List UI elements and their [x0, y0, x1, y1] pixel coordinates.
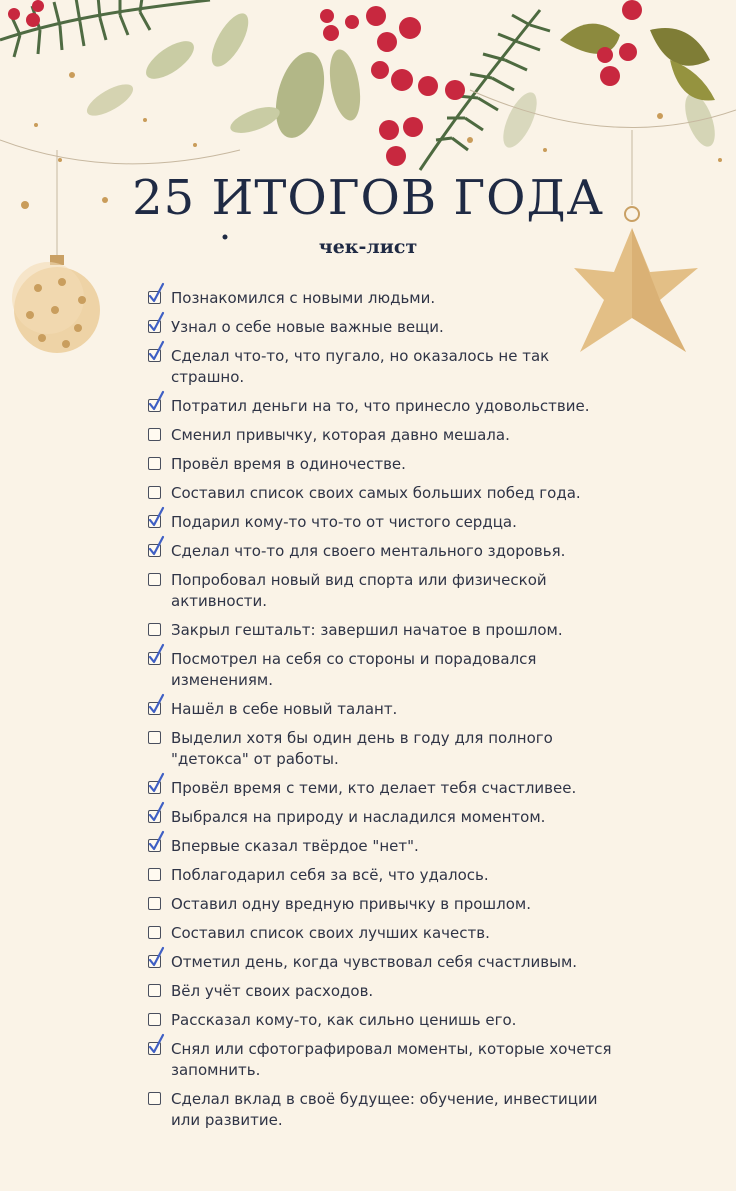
checklist-item-label: Посмотрел на себя со стороны и порадовался изменениям.: [171, 650, 537, 689]
ornament-ball: [12, 255, 100, 353]
checklist-item: [146, 620, 616, 641]
checkbox-unchecked[interactable]: [148, 868, 161, 881]
checklist-item: [146, 865, 616, 886]
checklist-item: [146, 396, 616, 417]
checklist-item: [146, 699, 616, 720]
checklist-item: [146, 1039, 616, 1081]
checklist: [146, 288, 616, 1139]
checkbox-unchecked[interactable]: [148, 486, 161, 499]
red-berries: [8, 0, 642, 166]
checkmark-icon: [148, 536, 164, 558]
checklist-item-label: Оставил одну вредную привычку в прошлом.: [171, 895, 531, 913]
checklist-item: [146, 317, 616, 338]
checkbox-unchecked[interactable]: [148, 1092, 161, 1105]
checklist-item-label: Отметил день, когда чувствовал себя счастливым.: [171, 953, 578, 971]
checklist-item-label: Составил список своих лучших качеств.: [171, 924, 490, 942]
checkbox-unchecked[interactable]: [148, 623, 161, 636]
checkbox-unchecked[interactable]: [148, 1013, 161, 1026]
checklist-item: [146, 454, 616, 475]
checkbox-unchecked[interactable]: [148, 984, 161, 997]
checklist-item: [146, 425, 616, 446]
checkbox-unchecked[interactable]: [148, 457, 161, 470]
page-subtitle: чек-лист: [318, 236, 418, 258]
checklist-item-label: Провёл время в одиночестве.: [171, 455, 406, 473]
checkmark-icon: [148, 312, 164, 334]
pine-branch-left: [0, 0, 210, 57]
checkbox-unchecked[interactable]: [148, 573, 161, 586]
checklist-item-label: Потратил деньги на то, что принесло удовольствие.: [171, 397, 590, 415]
checklist-item-label: Поблагодарил себя за всё, что удалось.: [171, 866, 489, 884]
checkmark-icon: [148, 1034, 164, 1056]
checklist-item: [146, 778, 616, 799]
checklist-item: [146, 894, 616, 915]
checklist-item: [146, 1010, 616, 1031]
checklist-item-label: Снял или сфотографировал моменты, которые хочется запомнить.: [171, 1040, 612, 1079]
checkmark-icon: [148, 644, 164, 666]
checkmark-icon: [148, 802, 164, 824]
checklist-item-label: Выбрался на природу и насладился моментом.: [171, 808, 546, 826]
checklist-item: [146, 807, 616, 828]
checklist-item-label: Вёл учёт своих расходов.: [171, 982, 374, 1000]
checklist-item-label: Подарил кому-то что-то от чистого сердца.: [171, 513, 517, 531]
checklist-item: [146, 981, 616, 1002]
checklist-item: [146, 1089, 616, 1131]
checklist-item-label: Сменил привычку, которая давно мешала.: [171, 426, 510, 444]
eucalyptus-leaves: [82, 8, 720, 152]
checklist-item: [146, 541, 616, 562]
checkmark-icon: [148, 341, 164, 363]
checkmark-icon: [148, 773, 164, 795]
checkmark-icon: [148, 391, 164, 413]
checklist-item: [146, 288, 616, 309]
checklist-item: [146, 649, 616, 691]
checklist-item: [146, 836, 616, 857]
checkbox-unchecked[interactable]: [148, 926, 161, 939]
checklist-item: [146, 570, 616, 612]
checkbox-unchecked[interactable]: [148, 897, 161, 910]
checkbox-unchecked[interactable]: [148, 731, 161, 744]
holly-leaves: [560, 24, 715, 101]
pine-branch-center: [420, 10, 550, 170]
checklist-item-label: Рассказал кому-то, как сильно ценишь его.: [171, 1011, 517, 1029]
checkmark-icon: [148, 507, 164, 529]
checklist-item-label: Впервые сказал твёрдое "нет".: [171, 837, 419, 855]
checklist-item-label: Составил список своих самых больших побед года.: [171, 484, 581, 502]
checklist-item-label: Нашёл в себе новый талант.: [171, 700, 398, 718]
checklist-item: [146, 952, 616, 973]
checkmark-icon: [148, 947, 164, 969]
page-title: 25 ИТОГОВ ГОДА: [132, 170, 604, 226]
checklist-item: [146, 728, 616, 770]
checklist-item-label: Сделал что-то для своего ментального здоровья.: [171, 542, 566, 560]
checklist-item-label: Сделал что-то, что пугало, но оказалось не так страшно.: [171, 347, 550, 386]
checklist-item-label: Выделил хотя бы один день в году для полного "детокса" от работы.: [171, 729, 553, 768]
checklist-item: [146, 512, 616, 533]
checklist-item-label: Узнал о себе новые важные вещи.: [171, 318, 444, 336]
checklist-item: [146, 346, 616, 388]
checklist-item: [146, 483, 616, 504]
checkmark-icon: [148, 694, 164, 716]
checkmark-icon: [148, 831, 164, 853]
checkmark-icon: [148, 283, 164, 305]
checklist-item-label: Закрыл гештальт: завершил начатое в прошлом.: [171, 621, 563, 639]
checklist-item-label: Познакомился с новыми людьми.: [171, 289, 436, 307]
checkbox-unchecked[interactable]: [148, 428, 161, 441]
checklist-item-label: Сделал вклад в своё будущее: обучение, инвестиции или развитие.: [171, 1090, 598, 1129]
checklist-item-label: Попробовал новый вид спорта или физической активности.: [171, 571, 547, 610]
checklist-item-label: Провёл время с теми, кто делает тебя счастливее.: [171, 779, 577, 797]
checklist-item: [146, 923, 616, 944]
